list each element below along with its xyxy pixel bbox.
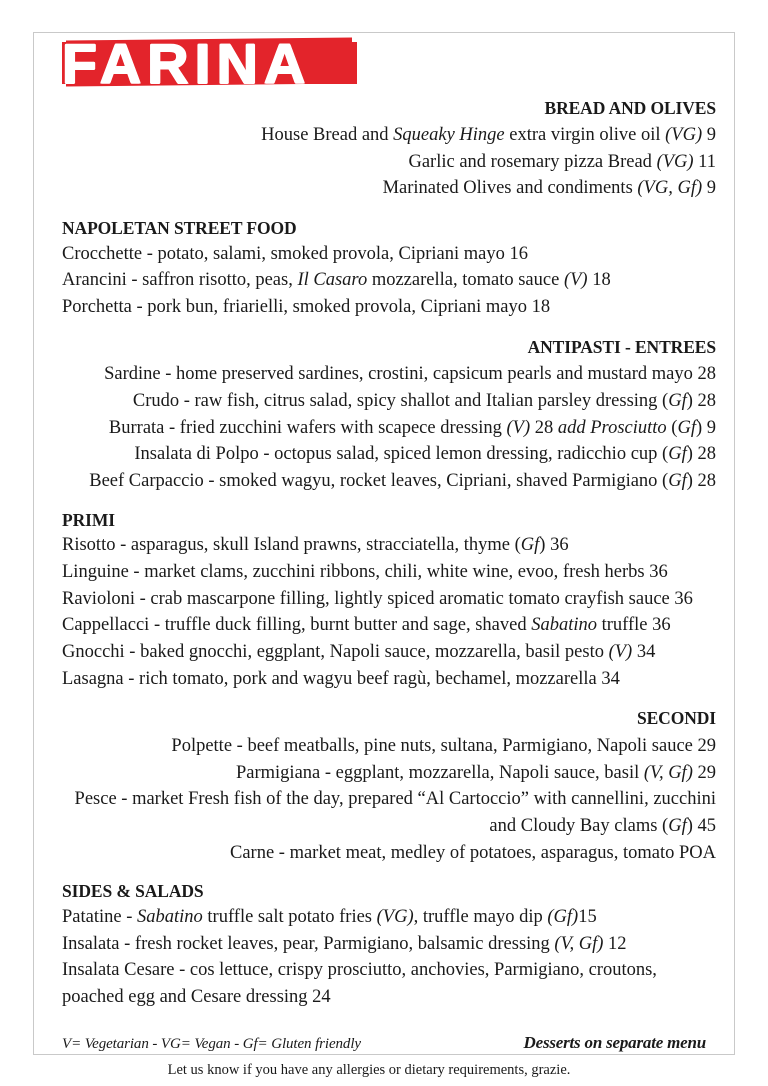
menu-section-antipasti [62, 337, 716, 495]
menu-item: Carne - market meat, medley of potatoes, asparagus, tomato POA [230, 842, 716, 863]
menu-sections [62, 98, 716, 1011]
menu-section-bread [62, 98, 716, 202]
menu-item: Arancini - saffron risotto, peas, Il Casaro mozzarella, tomato sauce (V) 18 [62, 270, 611, 291]
menu-item: Marinated Olives and condiments (VG, Gf) 9 [382, 178, 716, 199]
menu-item: Insalata Cesare - cos lettuce, crispy prosciutto, anchovies, Parmigiano, croutons, poached egg and Cesare dressing 24 [62, 960, 657, 1007]
section-heading-secondi: SECONDI [636, 708, 716, 729]
menu-item: Crudo - raw fish, citrus salad, spicy shallot and Italian parsley dressing (Gf) 28 [132, 391, 716, 411]
menu-item: Ravioloni - crab mascarpone filling, lightly spiced aromatic tomato crayfish sauce 36 [62, 588, 693, 609]
menu-footer [62, 1033, 716, 1079]
menu-item: Parmigiana - eggplant, mozzarella, Napoli sauce, basil (V, Gf) 29 [235, 762, 716, 783]
menu-item: Cappellacci - truffle duck filling, burnt butter and sage, shaved Sabatino truffle 36 [62, 615, 671, 636]
menu-section-secondi [62, 708, 716, 866]
menu-item: Insalata di Polpo - octopus salad, spiced lemon dressing, radicchio cup (Gf) 28 [134, 444, 716, 465]
menu-section-primi [62, 510, 716, 693]
menu-item: Insalata - fresh rocket leaves, pear, Parmigiano, balsamic dressing (V, Gf) 12 [62, 933, 627, 954]
desserts-note: Desserts on separate menu [523, 1032, 706, 1052]
allergy-note: Let us know if you have any allergies or dietary requirements, grazie. [167, 1061, 571, 1078]
section-heading-antipasti: ANTIPASTI - ENTREES [527, 336, 716, 357]
menu-item: Polpette - beef meatballs, pine nuts, sultana, Parmigiano, Napoli sauce 29 [171, 736, 716, 756]
menu-content [62, 32, 716, 1079]
menu-item: Pesce - market Fresh fish of the day, prepared “Al Cartoccio” with cannellini, zucchini and Cloudy Bay clams (Gf) 45 [74, 789, 716, 836]
footer-row [62, 1033, 716, 1053]
logo-wordmark: FARINA [62, 32, 312, 95]
menu-item: Gnocchi - baked gnocchi, eggplant, Napoli sauce, mozzarella, basil pesto (V) 34 [62, 641, 656, 662]
menu-item: Patatine - Sabatino truffle salt potato fries (VG), truffle mayo dip (Gf)15 [62, 907, 597, 927]
menu-item: Sardine - home preserved sardines, crostini, capsicum pearls and mustard mayo 28 [104, 364, 716, 385]
menu-item: Crocchette - potato, salami, smoked provola, Cipriani mayo 16 [62, 243, 528, 264]
menu-item: Lasagna - rich tomato, pork and wagyu beef ragù, bechamel, mozzarella 34 [62, 668, 620, 689]
section-heading-bread: BREAD AND OLIVES [544, 98, 716, 118]
dietary-legend: V= Vegetarian - VG= Vegan - Gf= Gluten friendly [62, 1035, 361, 1052]
menu-item: House Bread and Squeaky Hinge extra virgin olive oil (VG) 9 [261, 124, 716, 145]
menu-item: Beef Carpaccio - smoked wagyu, rocket leaves, Cipriani, shaved Parmigiano (Gf) 28 [89, 470, 716, 491]
menu-item: Burrata - fried zucchini wafers with scapece dressing (V) 28 add Prosciutto (Gf) 9 [108, 417, 716, 438]
farina-logo [62, 32, 362, 95]
menu-item: Linguine - market clams, zucchini ribbons, chili, white wine, evoo, fresh herbs 36 [62, 562, 668, 582]
menu-section-street [62, 218, 716, 321]
menu-item: Risotto - asparagus, skull Island prawns, stracciatella, thyme (Gf) 36 [62, 535, 569, 556]
menu-section-sides [62, 881, 716, 1010]
section-heading-sides: SIDES & SALADS [62, 881, 204, 902]
section-heading-primi: PRIMI [62, 509, 115, 530]
menu-item: Porchetta - pork bun, friarielli, smoked provola, Cipriani mayo 18 [62, 296, 551, 317]
menu-item: Garlic and rosemary pizza Bread (VG) 11 [408, 151, 716, 172]
section-heading-street: NAPOLETAN STREET FOOD [62, 217, 297, 238]
